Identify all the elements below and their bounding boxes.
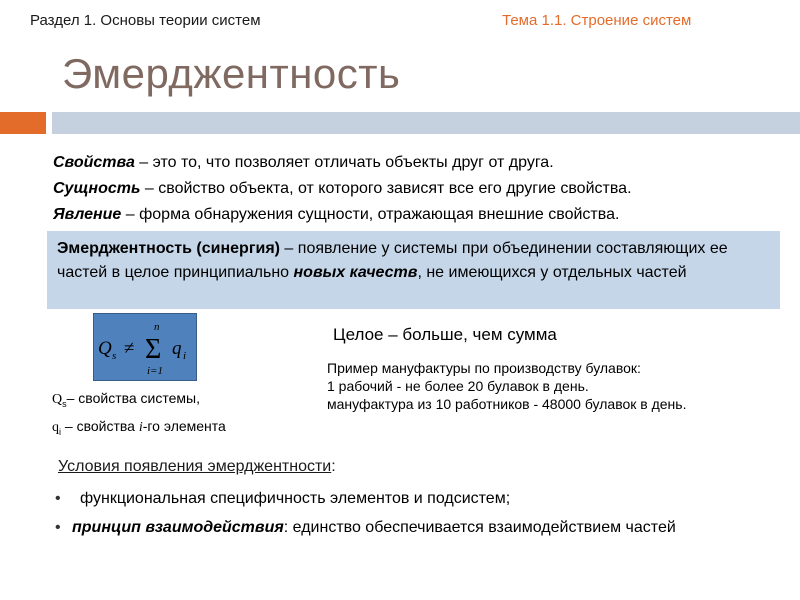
formula-box [93, 313, 197, 381]
definition-phenomenon [53, 202, 632, 228]
formula-caption [52, 387, 226, 443]
definition-term: Свойства [53, 154, 135, 171]
caption-qi-sub: i [59, 426, 61, 437]
topic-label: Тема 1.1. Строение систем [502, 12, 692, 29]
caption-qs-symbol: Q [52, 392, 63, 407]
condition-text: функциональная специфичность элементов и подсистем; [80, 490, 511, 507]
definition-text: – свойство объекта, от которого зависят все его другие свойства. [140, 180, 632, 197]
sigma-icon: Σ [145, 334, 162, 365]
condition-bold-term: принцип взаимодействия [72, 519, 284, 536]
pin-factory-example [327, 359, 747, 413]
condition-item-2 [55, 516, 785, 540]
bullet-icon: • [55, 490, 61, 507]
conditions-title-colon: : [331, 458, 336, 475]
caption-qs-text: – свойства системы, [66, 390, 200, 406]
caption-qi-text: -го элемента [142, 417, 226, 434]
definition-term: Явление [53, 206, 122, 223]
accent-bar-orange [0, 112, 46, 134]
emergence-new-qualities: новых качеств [293, 264, 418, 281]
slide-title: Эмерджентность [62, 50, 401, 97]
caption-qs [52, 387, 226, 415]
formula-graphic [94, 314, 198, 382]
condition-text [72, 516, 785, 540]
definition-essence [53, 176, 632, 202]
example-line: мануфактура из 10 работников - 48000 булавок в день. [327, 396, 687, 412]
formula-sum-lower: i=1 [147, 365, 163, 377]
whole-greater-statement: Целое – больше, чем сумма [333, 325, 557, 344]
conditions-title-text: Условия появления эмерджентности [58, 458, 332, 475]
emergence-text-before: – появление у системы при объединении составляющих ее частей в целое принципиально [57, 240, 728, 281]
caption-qs-sub: s [62, 398, 67, 409]
definition-properties [53, 150, 632, 176]
caption-qi-text: – свойства [61, 417, 139, 434]
formula-rhs-sub: i [183, 350, 187, 362]
definition-term: Сущность [53, 180, 141, 197]
emergence-text-after: , не имеющихся у отдельных частей [417, 264, 687, 281]
emergence-definition-box [47, 231, 780, 309]
formula-sum-upper: n [154, 321, 160, 333]
condition-item-1 [55, 487, 510, 511]
formula-lhs-sub: s [112, 350, 117, 362]
bullet-icon: • [55, 519, 61, 536]
conditions-title [58, 458, 336, 476]
formula-relation: ≠ [124, 338, 135, 359]
example-line: 1 рабочий - не более 20 булавок в день. [327, 378, 589, 394]
definition-text: – форма обнаружения сущности, отражающая внешние свойства. [121, 206, 620, 223]
caption-qi-symbol: q [52, 419, 59, 435]
definitions-block [53, 150, 632, 228]
caption-qi [52, 415, 226, 443]
accent-bar-gray [52, 112, 800, 134]
condition-rest: : единство обеспечивается взаимодействием частей [283, 519, 676, 536]
definition-text: – это то, что позволяет отличать объекты друг от друга. [134, 154, 554, 171]
formula-lhs: Q [98, 338, 112, 359]
caption-qi-italic: i [138, 419, 143, 435]
example-line: Пример мануфактуры по производству булавок: [327, 360, 641, 376]
formula-rhs: q [172, 338, 182, 359]
section-label: Раздел 1. Основы теории систем [30, 12, 261, 29]
emergence-term: Эмерджентность (синергия) [57, 240, 280, 257]
